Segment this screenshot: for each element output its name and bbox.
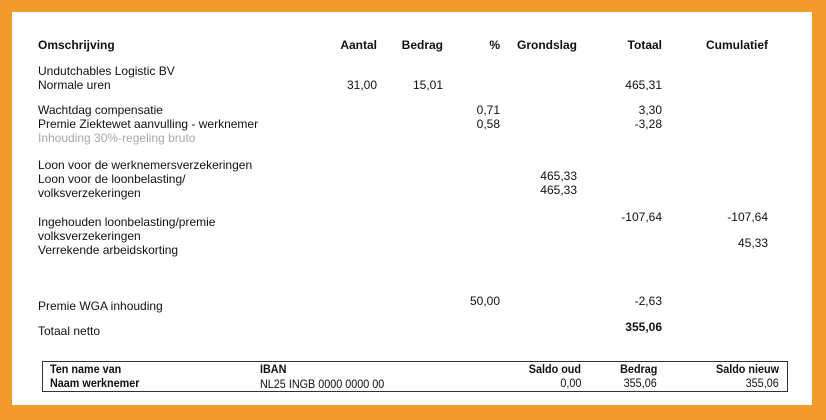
line-label: volksverzekeringen [38,186,141,200]
line-percent: 0,58 [476,117,500,131]
payment-saldo-nieuw: 355,06 [745,376,779,390]
line-totaal: 3,30 [638,103,662,117]
line-label: Normale uren [38,78,111,92]
line-label: Inhouding 30%-regeling bruto [38,131,196,145]
line-totaal: -2,63 [634,294,662,308]
payment-header-saldo-nieuw: Saldo nieuw [715,362,779,376]
line-label: Loon voor de werknemersverzekeringen [38,158,253,172]
payment-name: Naam werknemer [50,376,140,390]
line-label: volksverzekeringen [38,229,141,243]
header-cumulatief: Cumulatief [705,38,768,52]
line-grondslag: 465,33 [540,169,577,183]
payment-header-name: Ten name van [50,362,122,376]
line-totaal: 465,31 [625,78,662,92]
line-aantal: 31,00 [346,78,377,92]
total-net-label: Totaal netto [38,324,101,338]
line-label: Loon voor de loonbelasting/ [38,172,186,186]
payment-header-bedrag: Bedrag [619,362,657,376]
line-totaal: -3,28 [634,117,662,131]
payment-saldo-oud: 0,00 [559,376,581,390]
payment-box [42,361,788,392]
line-label: Ingehouden loonbelasting/premie [38,215,216,229]
employer-name: Undutchables Logistic BV [38,64,175,78]
header-grondslag: Grondslag [516,38,577,52]
total-net-value: 355,06 [625,320,662,334]
header-totaal: Totaal [627,38,662,52]
line-label: Premie WGA inhouding [38,299,163,313]
line-grondslag: 465,33 [540,183,577,197]
header-bedrag: Bedrag [401,38,443,52]
line-label: Wachtdag compensatie [38,103,163,117]
line-label: Verrekende arbeidskorting [38,243,179,257]
payslip [12,12,812,405]
payment-header-iban: IBAN [260,362,287,376]
line-totaal: -107,64 [621,210,662,224]
payment-iban: NL25 INGB 0000 0000 00 [260,377,385,391]
payment-bedrag: 355,06 [623,376,657,390]
line-label: Premie Ziektewet aanvulling - werknemer [38,117,259,131]
line-percent: 50,00 [469,294,500,308]
line-cumulatief: -107,64 [727,210,768,224]
line-percent: 0,71 [476,103,500,117]
header-aantal: Aantal [340,38,377,52]
payment-header-saldo-oud: Saldo oud [528,362,581,376]
line-cumulatief: 45,33 [737,236,768,250]
header-description: Omschrijving [38,38,115,52]
header-percent: % [489,38,500,52]
line-bedrag: 15,01 [412,78,443,92]
